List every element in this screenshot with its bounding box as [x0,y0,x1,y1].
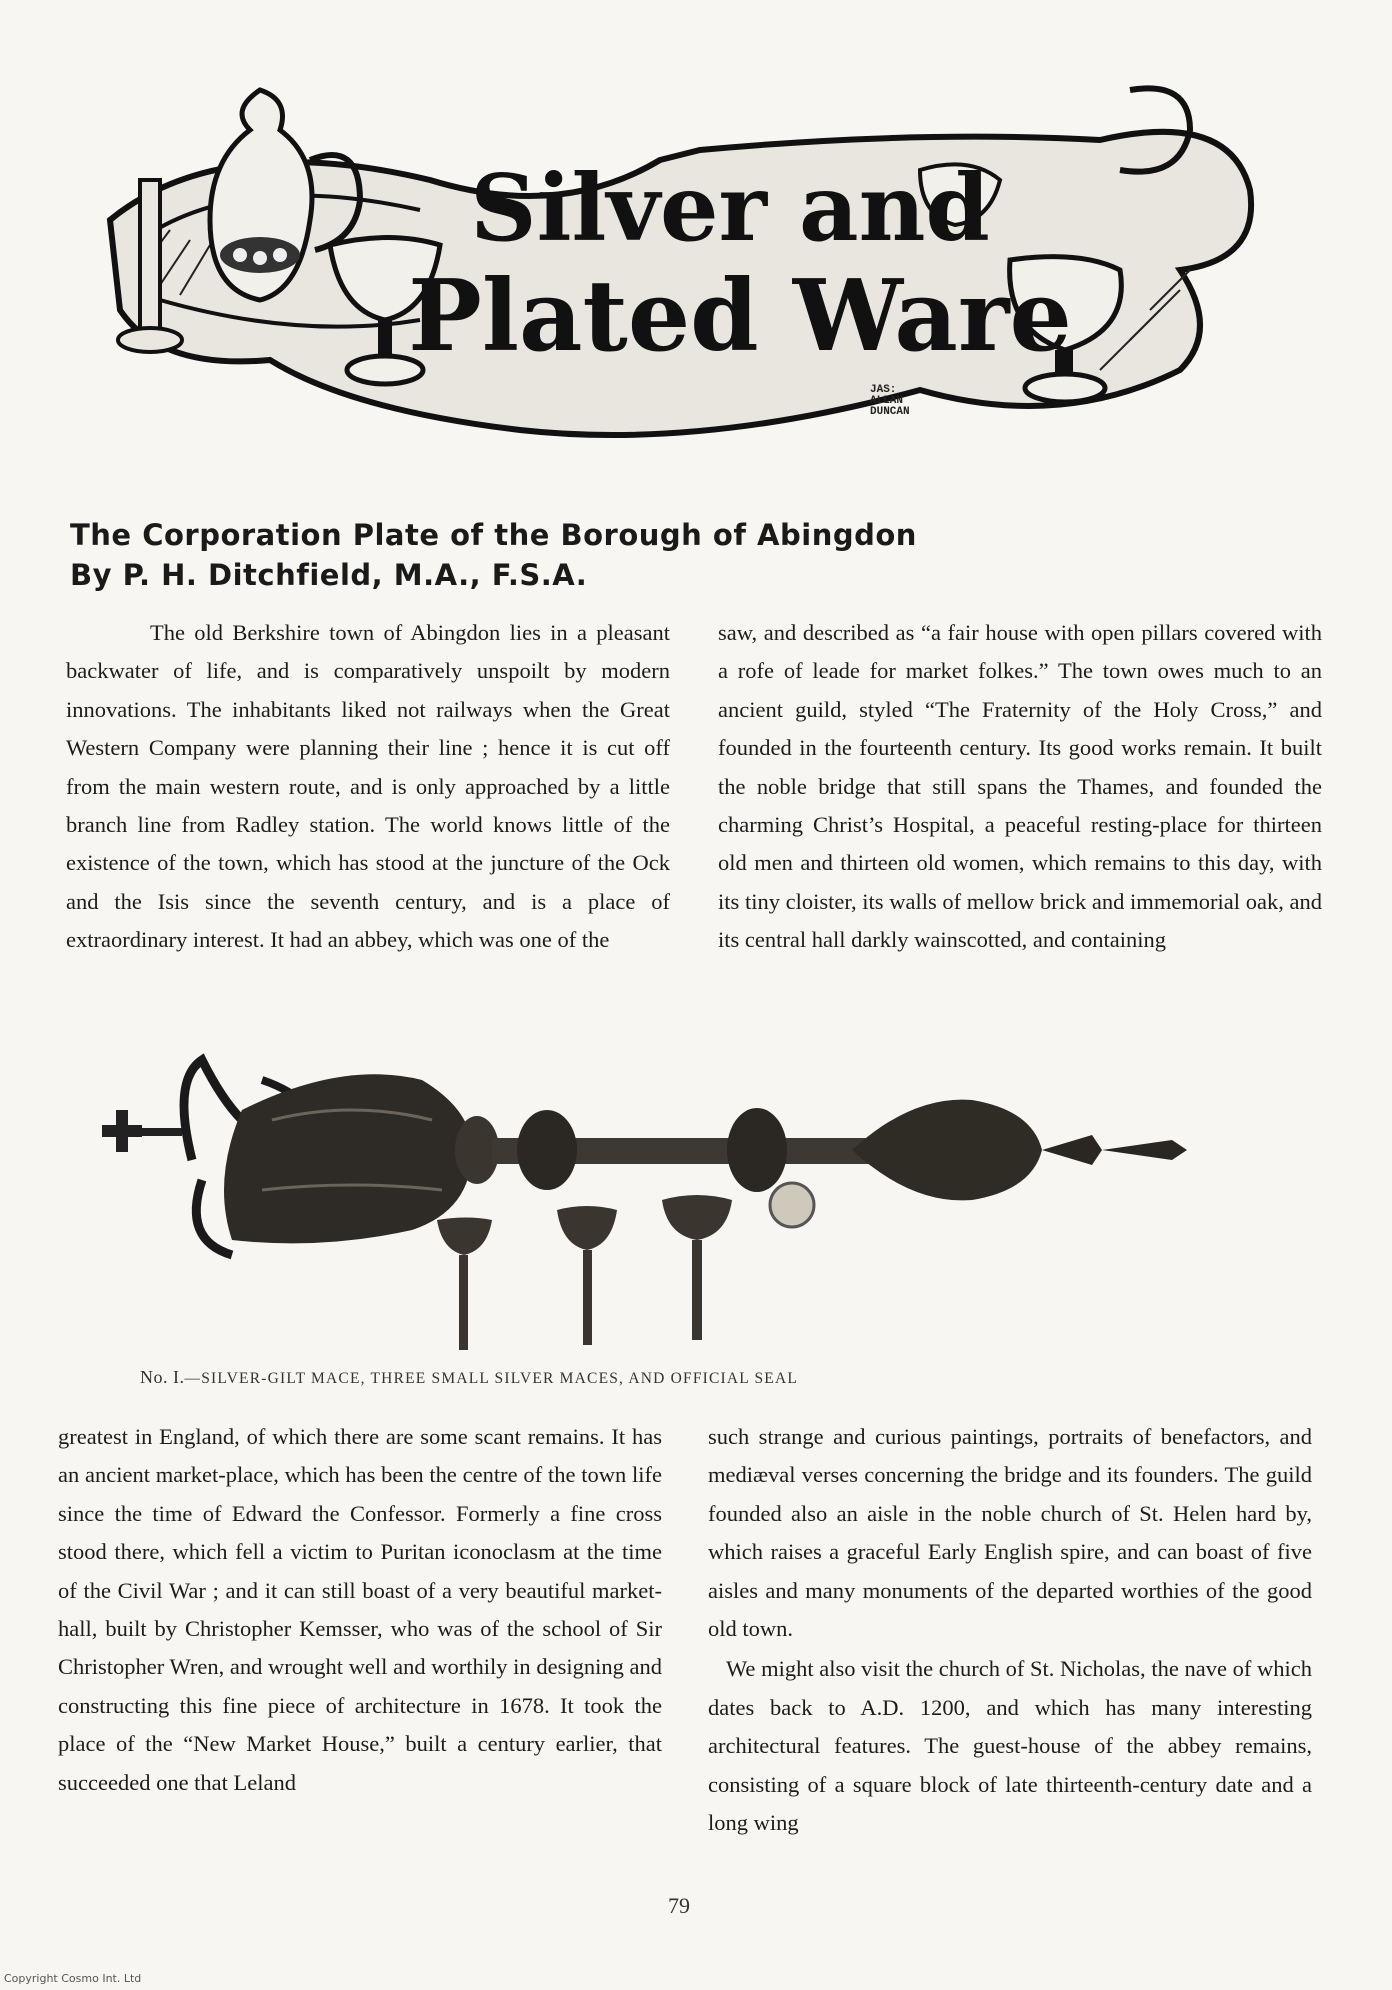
banner-title-line1: Silver and [470,154,990,262]
page-number: 79 [668,1893,690,1918]
paragraph: saw, and described as “a fair house with open pillars covered with a rofe of leade for market folkes.” The town owes much to an ancient guild, styled “The Fraternity of the Holy Cross,” and founded in the fourteenth century. Its good works remain. It built the noble bridge that still spans the Thames, and founded the charming Christ’s Hospital, a peaceful resting-place for thirteen old men and thirteen old women, which remains to this day, with its tiny cloister, its walls of mellow brick and immemorial oak, and its central hall darkly wainscotted, and containing [718,620,1322,953]
copyright-notice: Copyright Cosmo Int. Ltd [4,1972,142,1985]
paragraph: The old Berkshire town of Abingdon lies in a pleasant backwater of life, and is comparatively unspoilt by modern innovations. The inhabitants liked not railways when the Great Western Company were planning their line ; hence it is cut off from the main western route, and is only approached by a little branch line from Radley station. The world knows little of the existence of the town, which has stood at the juncture of the Ock and the Isis since the seventh century, and is a place of extraordinary interest. It had an abbey, which was one of the [66,620,670,953]
article-heading [70,515,1320,595]
small-mace-1 [437,1218,492,1351]
small-mace-3 [662,1195,732,1340]
paragraph: We might also visit the church of St. Nicholas, the nave of which dates back to A.D. 1200, and which has many interesting architectural features. The guest-house of the abbey remains, consisting of a square block of late thirteenth-century date and a long wing [708,1656,1312,1836]
figure-caption [140,1367,798,1388]
decorative-banner-illustration [100,70,1290,460]
official-seal [770,1183,814,1227]
article-byline: By P. H. Ditchfield, M.A., F.S.A. [70,558,588,592]
paragraph: greatest in England, of which there are some scant remains. It has an ancient market-place, which has been the centre of the town life since the time of Edward the Confessor. Formerly a fine cross stood there, which fell a victim to Puritan iconoclasm at the time of the Civil War ; and it can still boast of a very beautiful market-hall, built by Christopher Kemsser, who was of the school of Sir Christopher Wren, and wrought well and worthily in designing and constructing this fine piece of architecture in 1678. It took the place of the “New Market House,” built a century earlier, that succeeded one that Leland [58,1424,662,1795]
banner-title-line2: Plated Ware [408,259,1072,374]
column-bottom-right [708,1418,1312,1842]
column-top-right [718,614,1322,960]
paragraph: such strange and curious paintings, portraits of benefactors, and mediæval verses concerning the bridge and its founders. The guild founded also an aisle in the noble church of St. Helen hard by, which raises a graceful Early English spire, and can boast of five aisles and many monuments of the departed worthies of the good old town. [708,1424,1312,1642]
cross-icon [102,1110,142,1152]
column-bottom-left [58,1418,662,1802]
caption-text: —SILVER-GILT MACE, THREE SMALL SILVER MACES, AND OFFICIAL SEAL [184,1370,799,1387]
caption-number: No. I. [140,1367,185,1387]
article-title: The Corporation Plate of the Borough of Abingdon [70,518,917,552]
column-top-left [66,614,670,960]
mace-head [224,1074,472,1243]
small-mace-2 [557,1206,617,1345]
mace-photograph [92,1040,1292,1360]
artist-signature: JAS: ALLAN DUNCAN [870,384,910,418]
